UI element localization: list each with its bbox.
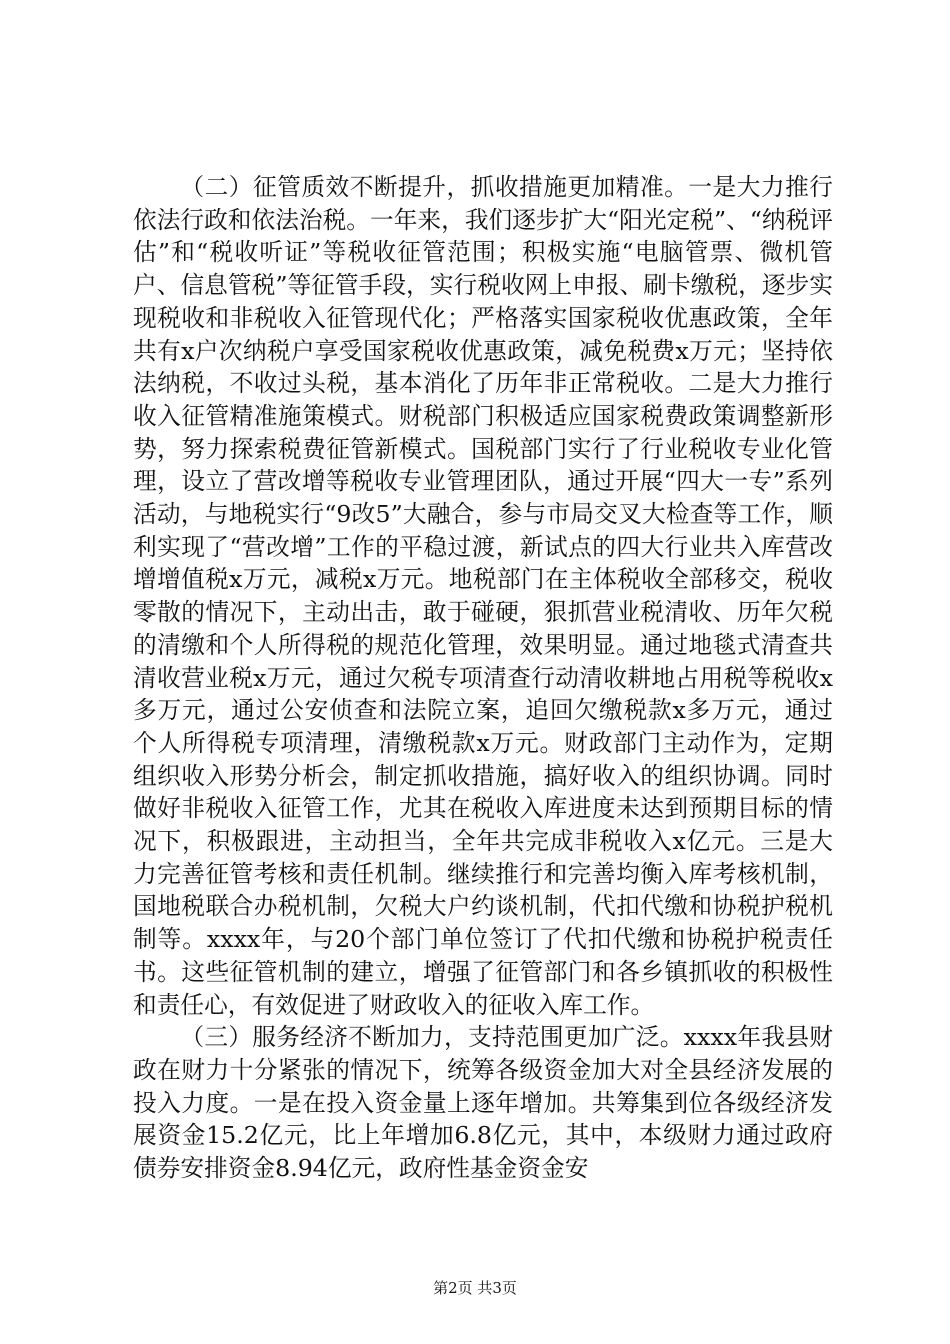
page-footer xyxy=(0,1279,950,1297)
document-body xyxy=(133,171,833,1185)
paragraph-economic-service: （三）服务经济不断加力，支持范围更加广泛。xxxx年我县财政在财力十分紧张的情况下，统筹各级资金加大对全县经济发展的投入力度。一是在投入资金量上逐年增加。共筹集到位各级经济发展资金15.2亿元，比上年增加6.8亿元，其中，本级财力通过政府债券安排资金8.94亿元，政府性基金资金安 xyxy=(133,1023,833,1183)
paragraph-tax-collection: （二）征管质效不断提升，抓收措施更加精准。一是大力推行依法行政和依法治税。一年来，我们逐步扩大“阳光定税”、“纳税评估”和“税收听证”等税收征管范围；积极实施“电脑管票、微机管户、信息管税”等征管手段，实行税收网上申报、刷卡缴税，逐步实现税收和非税收入征管现代化；严格落实国家税收优惠政策，全年共有x户次纳税户享受国家税收优惠政策，减免税费x万元；坚持依法纳税，不收过头税，基本消化了历年非正常税收。二是大力推行收入征管精准施策模式。财税部门积极适应国家税费政策调整新形势，努力探索税费征管新模式。国税部门实行了行业税收专业化管理，设立了营改增等税收专业管理团队，通过开展“四大一专”系列活动，与地税实行“9改5”大融合，参与市局交叉大检查等工作，顺利实现了“营改增”工作的平稳过渡，新试点的四大行业共入库营改增增值税x万元，减税x万元。地税部门在主体税收全部移交，税收零散的情况下，主动出击，敢于碰硬，狠抓营业税清收、历年欠税的清缴和个人所得税的规范化管理，效果明显。通过地毯式清查共清收营业税x万元，通过欠税专项清查行动清收耕地占用税等税收x多万元，通过公安侦查和法院立案，追回欠缴税款x多万元，通过个人所得税专项清理，清缴税款x万元。财政部门主动作为，定期组织收入形势分析会，制定抓收措施，搞好收入的组织协调。同时做好非税收入征管工作，尤其在税收入库进度未达到预期目标的情况下，积极跟进，主动担当，全年共完成非税收入x亿元。三是大力完善征管考核和责任机制。继续推行和完善均衡入库考核机制，国地税联合办税机制，欠税大户约谈机制，代扣代缴和协税护税机制等。xxxx年，与20个部门单位签订了代扣代缴和协税护税责任书。这些征管机制的建立，增强了征管部门和各乡镇抓收的积极性和责任心，有效促进了财政收入的征收入库工作。 xyxy=(133,173,833,1019)
page-number-indicator: 第2页 共3页 xyxy=(433,1279,517,1297)
